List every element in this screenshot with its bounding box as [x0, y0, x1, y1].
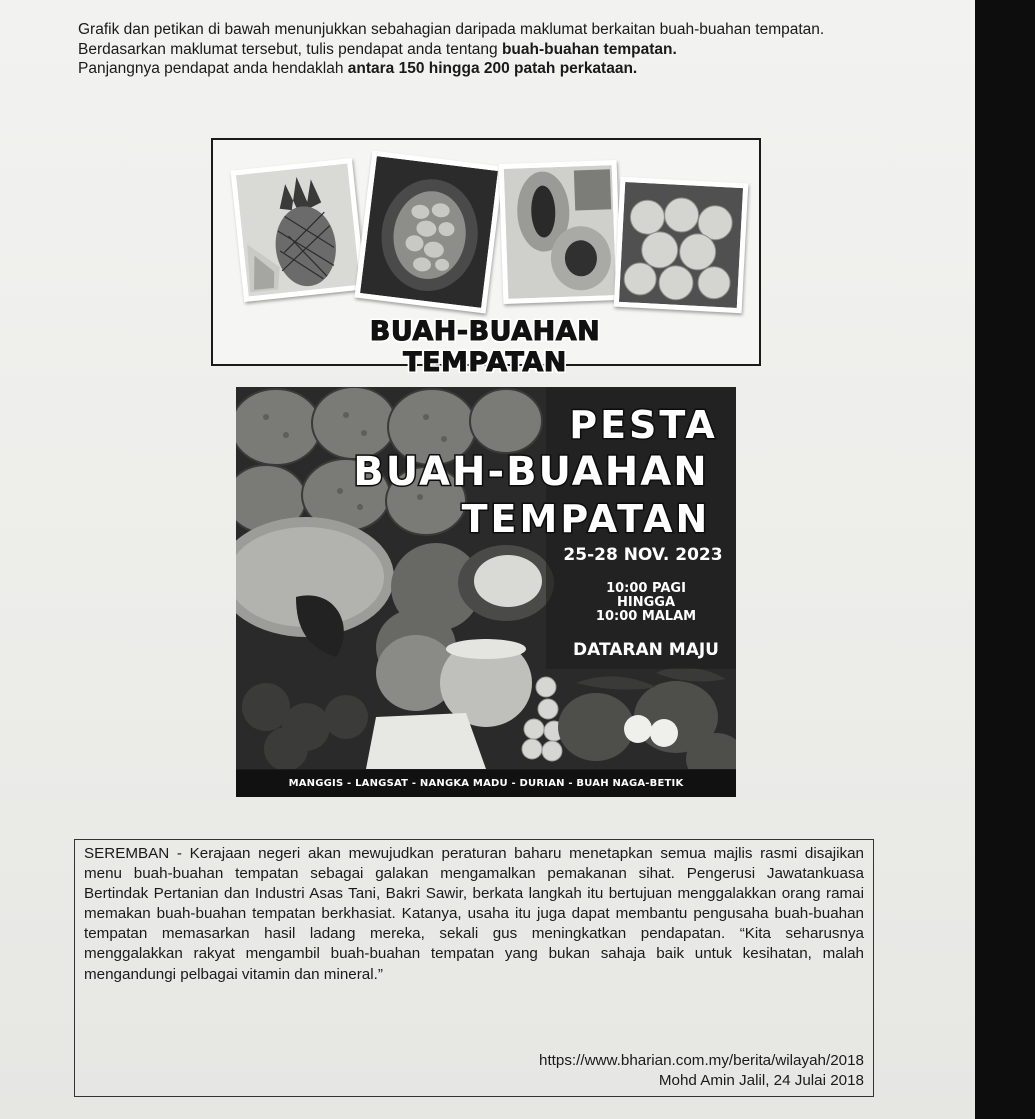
poster-fruit-list: MANGGIS - LANGSAT - NANGKA MADU - DURIAN - BUAH NAGA-BETIK [236, 770, 736, 797]
instructions [78, 20, 908, 79]
excerpt-source [539, 1051, 864, 1091]
source-author: Mohd Amin Jalil, 24 Julai 2018 [658, 1072, 864, 1089]
pineapple-photo [230, 158, 365, 302]
jackfruit-photo [354, 151, 503, 314]
instruction-line-1: Grafik dan petikan di bawah menunjukkan sebahagian daripada maklumat berkaitan buah-buahan tempatan. [78, 21, 825, 38]
poster-title-line2: BUAH-BUAHAN [353, 449, 709, 495]
poster-title-line1: PESTA [569, 403, 718, 447]
longan-photo [614, 177, 749, 314]
excerpt-body: SEREMBAN - Kerajaan negeri akan mewujudkan peraturan baharu menetapkan semua majlis rasmi disajikan menu buah-buahan tempatan sebagai galakan mengamalkan pemakanan sihat. Pengerusi Jawatankuasa Bertindak Pertanian dan Industri Asas Tani, Bakri Sawir, berkata langkah itu bertujuan menggalakkan orang ramai memakan buah-buahan tempatan berkhasiat. Katanya, usaha itu juga dapat membantu pengusaha buah-buahan tempatan memasarkan hasil ladang mereka, sekali gus meningkatkan pendapatan. “Kita seharusnya menggalakkan rakyat mengambil buah-buahan tempatan yang bukan sahaja baik untuk kesihatan, malah mengandungi pelbagai vitamin dan mineral.” [84, 845, 864, 983]
poster-time: 10:00 PAGI HINGGA 10:00 MALAM [595, 581, 697, 624]
poster-date: 25-28 NOV. 2023 [563, 545, 723, 565]
source-url: https://www.bharian.com.my/berita/wilayah/2018 [539, 1052, 864, 1069]
instruction-line-2: Berdasarkan maklumat tersebut, tulis pendapat anda tentang buah-buahan tempatan. [78, 40, 677, 58]
news-excerpt [74, 839, 874, 1097]
festival-poster [236, 387, 736, 797]
graphic-title: BUAH-BUAHAN TEMPATAN [369, 316, 601, 378]
papaya-photo [499, 160, 622, 304]
local-fruits-graphic [211, 138, 761, 378]
poster-title-line3: TEMPATAN [461, 497, 711, 541]
poster-venue: DATARAN MAJU [573, 640, 719, 660]
instruction-line-3: Panjangnya pendapat anda hendaklah antara 150 hingga 200 patah perkataan. [78, 60, 638, 77]
scan-edge [975, 0, 1035, 1119]
